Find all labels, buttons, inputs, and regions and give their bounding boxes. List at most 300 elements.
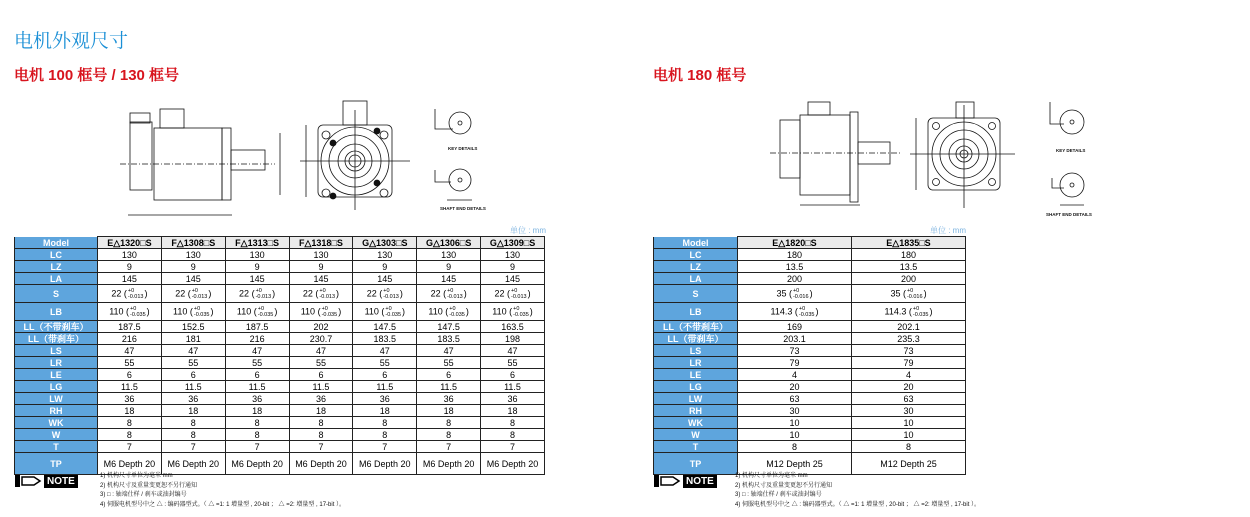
table-cell: 169 xyxy=(738,321,852,333)
table-cell: 8 xyxy=(225,429,289,441)
note-item: 3) □ : 轴端仕样 / 刹车或油封编号 xyxy=(735,492,822,498)
model-column-header: G△1309□S xyxy=(481,237,545,249)
row-label: LS xyxy=(15,345,98,357)
table-cell: M6 Depth 20 xyxy=(417,453,481,475)
table-row xyxy=(654,357,966,369)
tolerance xyxy=(192,288,208,300)
table-cell: 7 xyxy=(225,441,289,453)
table-cell: 20 xyxy=(738,381,852,393)
cell-value: 110 xyxy=(492,305,507,316)
table-cell: 47 xyxy=(225,345,289,357)
table-cell: 18 xyxy=(353,405,417,417)
table-cell: 22 ( +0 -0.013 ) xyxy=(161,285,225,303)
row-label: LR xyxy=(654,357,738,369)
table-row xyxy=(15,303,545,321)
table-cell: 47 xyxy=(98,345,162,357)
table-cell: 130 xyxy=(417,249,481,261)
tolerance-lower: -0.013 xyxy=(510,293,527,300)
row-label: LL（带刹车） xyxy=(15,333,98,345)
table-cell: 7 xyxy=(481,441,545,453)
key-detail-view xyxy=(1060,110,1084,134)
table-cell: 9 xyxy=(161,261,225,273)
tolerance-lower: -0.035 xyxy=(257,311,274,318)
tolerance-upper: +0 xyxy=(257,305,265,312)
table-cell: 8 xyxy=(225,417,289,429)
tolerance xyxy=(513,306,529,318)
table-cell: 18 xyxy=(225,405,289,417)
model-column-header: F△1313□S xyxy=(225,237,289,249)
tolerance-lower: -0.013 xyxy=(447,293,463,300)
table-cell: 8 xyxy=(852,441,966,453)
table-cell: 4 xyxy=(738,369,852,381)
tolerance-upper: +0 xyxy=(510,287,518,294)
table-cell: 200 xyxy=(738,273,852,285)
key-detail-view xyxy=(449,112,471,134)
cell-value: 22 xyxy=(430,287,441,298)
row-label: RH xyxy=(654,405,738,417)
model-column-header: F△1318□S xyxy=(289,237,353,249)
cell-value: 114.3 xyxy=(884,305,907,316)
row-label: LA xyxy=(15,273,98,285)
table-cell: M6 Depth 20 xyxy=(161,453,225,475)
table-cell: 18 xyxy=(98,405,162,417)
row-label: WK xyxy=(15,417,98,429)
tolerance xyxy=(128,288,144,300)
table-row xyxy=(654,345,966,357)
table-cell: 130 xyxy=(161,249,225,261)
table-cell: M6 Depth 20 xyxy=(289,453,353,475)
note-badge xyxy=(14,474,78,488)
tolerance-lower: -0.035 xyxy=(449,311,465,318)
tolerance xyxy=(793,288,809,300)
table-cell: 147.5 xyxy=(353,321,417,333)
row-label: LG xyxy=(15,381,98,393)
table-row xyxy=(654,369,966,381)
tolerance-lower: -0.013 xyxy=(383,293,399,300)
table-cell: 198 xyxy=(481,333,545,345)
note-item: 1) 机构尺寸单位为毫米 mm xyxy=(100,473,173,479)
table-cell: 145 xyxy=(98,273,162,285)
table-row xyxy=(15,249,545,261)
tolerance-upper: +0 xyxy=(513,305,520,312)
row-label: T xyxy=(15,441,98,453)
table-row xyxy=(654,429,966,441)
row-label: TP xyxy=(654,453,738,475)
table-cell: 110 ( +0 -0.035 ) xyxy=(481,303,545,321)
tolerance-upper: +0 xyxy=(191,287,198,294)
table-cell: 6 xyxy=(417,369,481,381)
table-cell: 200 xyxy=(852,273,966,285)
section-title-180: 电机 180 框号 xyxy=(653,67,747,84)
tolerance xyxy=(256,288,272,300)
tolerance xyxy=(258,306,274,318)
table-cell: 9 xyxy=(481,261,545,273)
tolerance-lower: -0.013 xyxy=(255,293,272,300)
row-label: W xyxy=(15,429,98,441)
table-cell: 9 xyxy=(353,261,417,273)
dimension-table-180 xyxy=(653,236,966,475)
table-cell: 22 ( +0 -0.013 ) xyxy=(353,285,417,303)
table-row xyxy=(15,333,545,345)
tolerance-lower: -0.035 xyxy=(798,311,815,318)
table-cell: 130 xyxy=(289,249,353,261)
table-cell: 6 xyxy=(289,369,353,381)
tolerance-lower: -0.013 xyxy=(319,293,336,300)
table-cell: 8 xyxy=(161,429,225,441)
table-cell: 11.5 xyxy=(98,381,162,393)
tolerance-lower: -0.016 xyxy=(792,293,809,300)
table-cell: 35 ( +0 -0.016 ) xyxy=(738,285,852,303)
table-cell: 202 xyxy=(289,321,353,333)
table-cell: 73 xyxy=(852,345,966,357)
table-cell: 11.5 xyxy=(161,381,225,393)
tolerance-lower: -0.035 xyxy=(321,311,338,318)
table-cell: 9 xyxy=(225,261,289,273)
table-cell: 18 xyxy=(417,405,481,417)
note-item: 1) 机构尺寸单位为毫米 mm xyxy=(735,473,808,479)
tolerance xyxy=(913,306,929,318)
row-label: LB xyxy=(654,303,738,321)
row-label: LG xyxy=(654,381,738,393)
tolerance xyxy=(322,306,338,318)
table-cell: 110 ( +0 -0.035 ) xyxy=(161,303,225,321)
table-row xyxy=(654,321,966,333)
table-cell: 36 xyxy=(289,393,353,405)
tolerance xyxy=(799,306,815,318)
table-cell: 8 xyxy=(738,441,852,453)
note-item: 2) 机构尺寸及重量变更恕不另行通知 xyxy=(735,482,833,489)
cell-value: 110 xyxy=(236,305,252,316)
unit-label: 单位 : mm xyxy=(510,226,546,235)
note-item: 2) 机构尺寸及重量变更恕不另行通知 xyxy=(100,482,198,489)
table-row xyxy=(654,405,966,417)
table-cell: 10 xyxy=(852,429,966,441)
table-cell: 230.7 xyxy=(289,333,353,345)
table-cell: 110 ( +0 -0.035 ) xyxy=(225,303,289,321)
table-row xyxy=(654,303,966,321)
shaft-end-view xyxy=(1060,173,1084,197)
table-cell: 180 xyxy=(738,249,852,261)
row-label: LS xyxy=(654,345,738,357)
table-cell: 114.3 ( +0 -0.035 ) xyxy=(852,303,966,321)
table-cell: 36 xyxy=(98,393,162,405)
cell-value: 22 xyxy=(111,287,122,298)
table-cell: 114.3 ( +0 -0.035 ) xyxy=(738,303,852,321)
row-label: LR xyxy=(15,357,98,369)
table-row xyxy=(654,249,966,261)
table-cell: 36 xyxy=(417,393,481,405)
row-label: LW xyxy=(654,393,738,405)
motor-body xyxy=(800,115,850,195)
table-cell: 35 ( +0 -0.016 ) xyxy=(852,285,966,303)
row-label: LC xyxy=(654,249,738,261)
model-header: Model xyxy=(654,237,738,249)
table-cell: 55 xyxy=(161,357,225,369)
table-row xyxy=(15,273,545,285)
table-cell: 110 ( +0 -0.035 ) xyxy=(417,303,481,321)
cell-value: 110 xyxy=(173,305,188,316)
header-row xyxy=(654,237,966,249)
tolerance xyxy=(383,288,399,300)
table-cell: 8 xyxy=(481,429,545,441)
tolerance-lower: -0.016 xyxy=(906,293,923,300)
key-details-label: KEY DETAILS xyxy=(448,146,478,151)
table-row xyxy=(654,261,966,273)
key-details-label: KEY DETAILS xyxy=(1056,148,1086,153)
table-cell: M6 Depth 20 xyxy=(353,453,417,475)
table-cell: 145 xyxy=(289,273,353,285)
row-label: LL（不带刹车） xyxy=(654,321,738,333)
cell-value: 35 xyxy=(890,287,901,298)
table-row xyxy=(654,333,966,345)
table-cell: 180 xyxy=(852,249,966,261)
table-cell: 18 xyxy=(481,405,545,417)
model-column-header: G△1306□S xyxy=(417,237,481,249)
table-cell: 145 xyxy=(417,273,481,285)
tolerance xyxy=(130,306,146,318)
tolerance-lower: -0.013 xyxy=(127,293,144,300)
dimension-table-100-130 xyxy=(14,236,545,475)
row-label: LW xyxy=(15,393,98,405)
cell-value: 110 xyxy=(109,305,124,316)
table-cell: 6 xyxy=(353,369,417,381)
table-cell: 7 xyxy=(161,441,225,453)
table-cell: 130 xyxy=(98,249,162,261)
table-cell: 145 xyxy=(481,273,545,285)
table-cell: 187.5 xyxy=(225,321,289,333)
table-cell: 8 xyxy=(98,417,162,429)
cell-value: 22 xyxy=(494,287,505,298)
page-title: 电机外观尺寸 xyxy=(14,31,129,52)
row-label: LL（不带刹车） xyxy=(15,321,98,333)
table-cell: 36 xyxy=(353,393,417,405)
table-cell: 79 xyxy=(852,357,966,369)
table-cell: 36 xyxy=(161,393,225,405)
cell-value: 22 xyxy=(302,287,313,298)
table-row xyxy=(15,441,545,453)
table-row xyxy=(15,345,545,357)
table-row xyxy=(15,261,545,273)
table-cell: 183.5 xyxy=(417,333,481,345)
table-cell: 9 xyxy=(98,261,162,273)
row-label: LB xyxy=(15,303,98,321)
tolerance-upper: +0 xyxy=(906,287,914,294)
table-cell: 216 xyxy=(225,333,289,345)
table-cell: 13.5 xyxy=(738,261,852,273)
table-cell: 8 xyxy=(353,429,417,441)
table-cell: 7 xyxy=(98,441,162,453)
tolerance xyxy=(194,306,210,318)
tolerance-upper: +0 xyxy=(383,287,390,294)
table-cell: 130 xyxy=(353,249,417,261)
table-cell: 10 xyxy=(738,429,852,441)
table-cell: 6 xyxy=(481,369,545,381)
encoder-housing xyxy=(130,122,152,190)
row-label: W xyxy=(654,429,738,441)
row-label: LE xyxy=(654,369,738,381)
table-cell: M12 Depth 25 xyxy=(852,453,966,475)
row-label: LA xyxy=(654,273,738,285)
table-cell: 8 xyxy=(353,417,417,429)
note-arrow-icon xyxy=(653,474,683,488)
table-cell: 47 xyxy=(161,345,225,357)
tolerance-upper: +0 xyxy=(319,287,326,294)
section-title-100-130: 电机 100 框号 / 130 框号 xyxy=(14,67,180,84)
model-column-header: G△1303□S xyxy=(353,237,417,249)
table-row xyxy=(15,429,545,441)
table-cell: 8 xyxy=(161,417,225,429)
note-arrow-icon xyxy=(14,474,44,488)
table-cell: 216 xyxy=(98,333,162,345)
table-cell: 11.5 xyxy=(417,381,481,393)
motor-drawing-100-130 xyxy=(100,95,500,225)
table-cell: 8 xyxy=(289,429,353,441)
tolerance xyxy=(447,288,463,300)
table-cell: 22 ( +0 -0.013 ) xyxy=(289,285,353,303)
shaft-end-details-label: SHAFT END DETAILS xyxy=(1046,212,1092,217)
table-cell: M12 Depth 25 xyxy=(738,453,852,475)
shaft-end-details-label: SHAFT END DETAILS xyxy=(440,206,486,211)
table-cell: 145 xyxy=(225,273,289,285)
table-cell: 10 xyxy=(738,417,852,429)
cell-value: 110 xyxy=(428,305,443,316)
table-cell: 13.5 xyxy=(852,261,966,273)
table-cell: 147.5 xyxy=(417,321,481,333)
table-cell: 30 xyxy=(738,405,852,417)
table-cell: 6 xyxy=(98,369,162,381)
table-cell: 79 xyxy=(738,357,852,369)
cell-value: 22 xyxy=(239,287,250,298)
tolerance-upper: +0 xyxy=(449,305,456,312)
notes-list xyxy=(100,472,345,510)
model-column-header: E△1835□S xyxy=(852,237,966,249)
tolerance-upper: +0 xyxy=(385,305,392,312)
tolerance-upper: +0 xyxy=(321,305,328,312)
table-cell: 110 ( +0 -0.035 ) xyxy=(289,303,353,321)
table-cell: 55 xyxy=(225,357,289,369)
table-cell: 55 xyxy=(481,357,545,369)
table-cell: 11.5 xyxy=(289,381,353,393)
table-cell: 20 xyxy=(852,381,966,393)
table-cell: 163.5 xyxy=(481,321,545,333)
table-row xyxy=(654,417,966,429)
table-cell: 203.1 xyxy=(738,333,852,345)
shaft xyxy=(231,150,265,170)
table-cell: 8 xyxy=(417,429,481,441)
table-row xyxy=(15,357,545,369)
row-label: RH xyxy=(15,405,98,417)
shaft-end-view xyxy=(449,169,471,191)
table-cell: 22 ( +0 -0.013 ) xyxy=(417,285,481,303)
table-cell: 22 ( +0 -0.013 ) xyxy=(98,285,162,303)
table-cell: 63 xyxy=(852,393,966,405)
table-cell: 47 xyxy=(481,345,545,357)
note-badge xyxy=(653,474,717,488)
table-cell: M6 Depth 20 xyxy=(225,453,289,475)
table-cell: 183.5 xyxy=(353,333,417,345)
table-cell: 47 xyxy=(289,345,353,357)
table-cell: 73 xyxy=(738,345,852,357)
tolerance-lower: -0.035 xyxy=(130,311,146,318)
tolerance-lower: -0.013 xyxy=(191,293,208,300)
table-cell: 8 xyxy=(417,417,481,429)
tolerance-upper: +0 xyxy=(792,287,800,294)
motor-drawing-180 xyxy=(770,90,1150,225)
table-cell: 8 xyxy=(98,429,162,441)
table-cell: 55 xyxy=(289,357,353,369)
unit-label: 单位 : mm xyxy=(930,226,966,235)
table-cell: 152.5 xyxy=(161,321,225,333)
table-row xyxy=(15,369,545,381)
table-cell: 22 ( +0 -0.013 ) xyxy=(225,285,289,303)
note-item: 4) 伺服电机型号中之 △ : 编码器型式。（ △ =1: 1 增量型 , 20-bit ； △ =2: 增量型 , 17-bit ）。 xyxy=(100,501,346,508)
table-row xyxy=(654,285,966,303)
model-column-header: F△1308□S xyxy=(161,237,225,249)
tolerance-upper: +0 xyxy=(193,305,201,312)
row-label: T xyxy=(654,441,738,453)
table-cell: 145 xyxy=(353,273,417,285)
row-label: S xyxy=(654,285,738,303)
notes-list xyxy=(735,472,980,510)
table-cell: 8 xyxy=(289,417,353,429)
table-cell: 47 xyxy=(417,345,481,357)
table-cell: 110 ( +0 -0.035 ) xyxy=(98,303,162,321)
table-cell: 11.5 xyxy=(353,381,417,393)
row-label: LE xyxy=(15,369,98,381)
note-label: NOTE xyxy=(683,475,717,488)
table-row xyxy=(15,393,545,405)
table-cell: 181 xyxy=(161,333,225,345)
note-item: 4) 伺服电机型号中之 △ : 编码器型式。（ △ =1: 1 增量型 , 20-bit ； △ =2: 增量型 , 17-bit ）。 xyxy=(735,501,981,508)
table-cell: 7 xyxy=(353,441,417,453)
table-row xyxy=(654,393,966,405)
table-cell: M6 Depth 20 xyxy=(481,453,545,475)
cell-value: 35 xyxy=(776,287,787,298)
table-cell: M6 Depth 20 xyxy=(98,453,162,475)
table-cell: 18 xyxy=(289,405,353,417)
cell-value: 22 xyxy=(366,287,377,298)
tolerance xyxy=(449,306,465,318)
table-row xyxy=(654,273,966,285)
table-cell: 36 xyxy=(225,393,289,405)
table-cell: 63 xyxy=(738,393,852,405)
table-cell: 9 xyxy=(289,261,353,273)
table-cell: 18 xyxy=(161,405,225,417)
table-cell: 55 xyxy=(353,357,417,369)
table-cell: 11.5 xyxy=(225,381,289,393)
row-label: LL（带刹车） xyxy=(654,333,738,345)
table-cell: 4 xyxy=(852,369,966,381)
tolerance-lower: -0.035 xyxy=(193,311,210,318)
table-cell: 7 xyxy=(289,441,353,453)
row-label: WK xyxy=(654,417,738,429)
table-cell: 8 xyxy=(481,417,545,429)
cell-value: 22 xyxy=(175,287,186,298)
table-cell: 187.5 xyxy=(98,321,162,333)
cell-value: 110 xyxy=(300,305,316,316)
table-cell: 30 xyxy=(852,405,966,417)
row-label: LZ xyxy=(15,261,98,273)
table-row xyxy=(15,381,545,393)
row-label: LC xyxy=(15,249,98,261)
row-label: LZ xyxy=(654,261,738,273)
table-cell: 7 xyxy=(417,441,481,453)
row-label: TP xyxy=(15,453,98,475)
table-cell: 145 xyxy=(161,273,225,285)
tolerance xyxy=(385,306,401,318)
tolerance-upper: +0 xyxy=(130,305,137,312)
tolerance-lower: -0.035 xyxy=(385,311,402,318)
